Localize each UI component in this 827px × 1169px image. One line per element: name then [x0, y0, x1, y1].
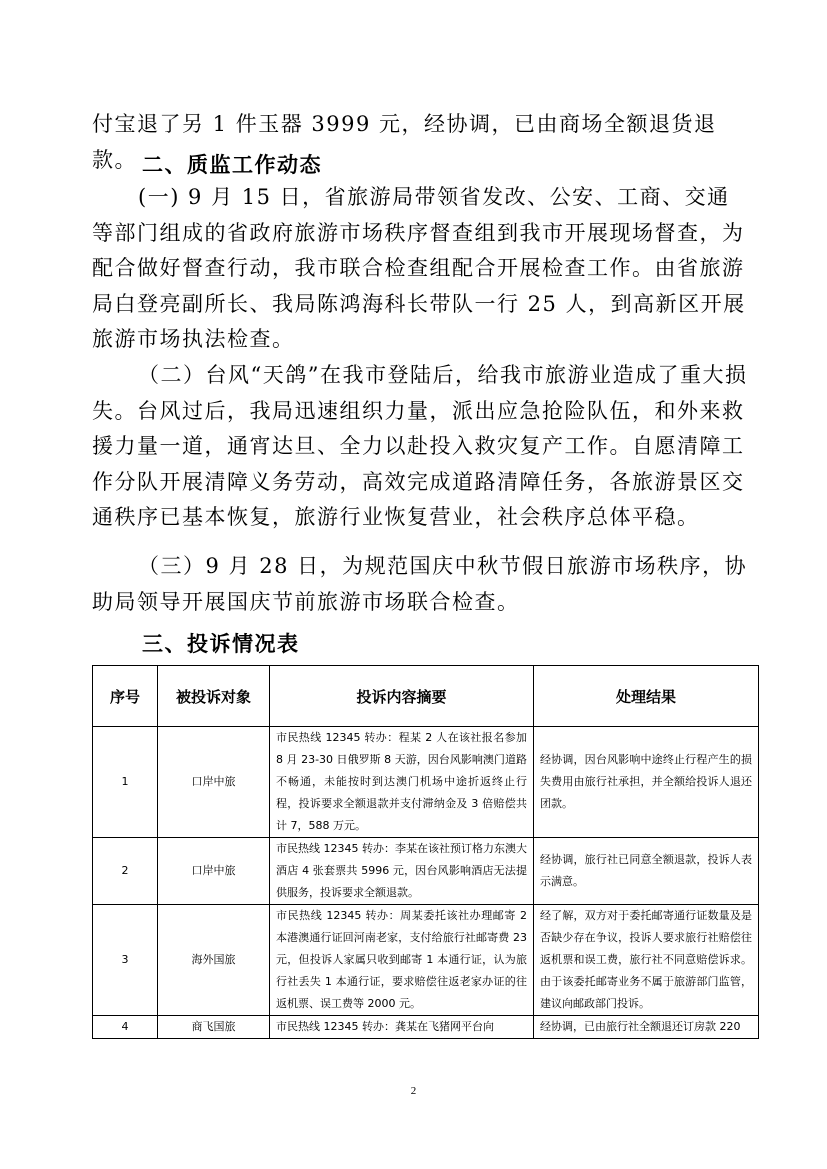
col-header-target: 被投诉对象 — [158, 666, 270, 727]
complaints-table — [92, 665, 759, 1039]
cell-result: 经协调，因台风影响中途终止行程产生的损失费用由旅行社承担，并全额给投诉人退还团款。 — [534, 727, 759, 838]
page-number: 2 — [410, 1085, 417, 1097]
cell-no: 2 — [93, 838, 158, 905]
col-header-no: 序号 — [93, 666, 158, 727]
section3-heading: 三、投诉情况表 — [142, 632, 300, 656]
cell-no: 1 — [93, 727, 158, 838]
cell-no: 3 — [93, 905, 158, 1016]
continued-paragraph: 付宝退了另 1 件玉器 3999 元，经协调，已由商场全额退货退款。 — [92, 112, 717, 172]
section2-item-2: （二）台风“天鸽”在我市登陆后，给我市旅游业造成了重大损失。台风过后，我局迅速组织力量，派出应急抢险队伍，和外来救援力量一道，通宵达旦、全力以赴投入救灾复产工作。自愿清障工作分队开展清障义务劳动，高效完成道路清障任务，各旅游景区交通秩序已基本恢复，旅游行业恢复营业，社会秩序总体平稳。 — [92, 363, 748, 529]
col-header-result: 处理结果 — [534, 666, 759, 727]
table-header-row — [93, 666, 759, 727]
cell-result: 经了解，双方对于委托邮寄通行证数量及是否缺少存在争议，投诉人要求旅行社赔偿往返机票和误工费，旅行社不同意赔偿诉求。由于该委托邮寄业务不属于旅游部门监管，建议向邮政部门投诉。 — [534, 905, 759, 1016]
section2-item-3: （三）9 月 28 日，为规范国庆中秋节假日旅游市场秩序，协助局领导开展国庆节前旅游市场联合检查。 — [92, 554, 748, 614]
cell-summary: 市民热线 12345 转办：龚某在飞猪网平台向 — [270, 1016, 534, 1039]
table-row — [93, 1016, 759, 1039]
cell-summary: 市民热线 12345 转办：程某 2 人在该社报名参加 8 月 23-30 日俄罗斯 8 天游，因台风影响澳门道路不畅通，未能按时到达澳门机场中途折返终止行程，投诉要求全额退款并支付滞纳金及 3 倍赔偿共计 7，588 万元。 — [270, 727, 534, 838]
cell-summary: 市民热线 12345 转办：李某在该社预订格力东澳大酒店 4 张套票共 5996 元，因台风影响酒店无法提供服务，投诉要求全额退款。 — [270, 838, 534, 905]
cell-target: 商飞国旅 — [158, 1016, 270, 1039]
section2-item-1: (一) 9 月 15 日，省旅游局带领省发改、公安、工商、交通等部门组成的省政府旅游市场秩序督查组到我市开展现场督查，为配合做好督查行动，我市联合检查组配合开展检查工作。由省旅游局白登亮副所长、我局陈鸿海科长带队一行 25 人，到高新区开展旅游市场执法检查。 — [92, 185, 746, 351]
table-row — [93, 727, 759, 838]
table-row — [93, 838, 759, 905]
cell-target: 海外国旅 — [158, 905, 270, 1016]
section2-heading: 二、质监工作动态 — [142, 153, 322, 177]
col-header-summary: 投诉内容摘要 — [270, 666, 534, 727]
cell-target: 口岸中旅 — [158, 838, 270, 905]
cell-no: 4 — [93, 1016, 158, 1039]
cell-result: 经协调，已由旅行社全额退还订房款 220 — [534, 1016, 759, 1039]
cell-target: 口岸中旅 — [158, 727, 270, 838]
cell-summary: 市民热线 12345 转办：周某委托该社办理邮寄 2 本港澳通行证回河南老家，支付给旅行社邮寄费 23 元，但投诉人家属只收到邮寄 1 本通行证，认为旅行社丢失 1 本通行证，要求赔偿往返老家办证的往返机票、误工费等 2000 元。 — [270, 905, 534, 1016]
cell-result: 经协调，旅行社已同意全额退款，投诉人表示满意。 — [534, 838, 759, 905]
table-row — [93, 905, 759, 1016]
